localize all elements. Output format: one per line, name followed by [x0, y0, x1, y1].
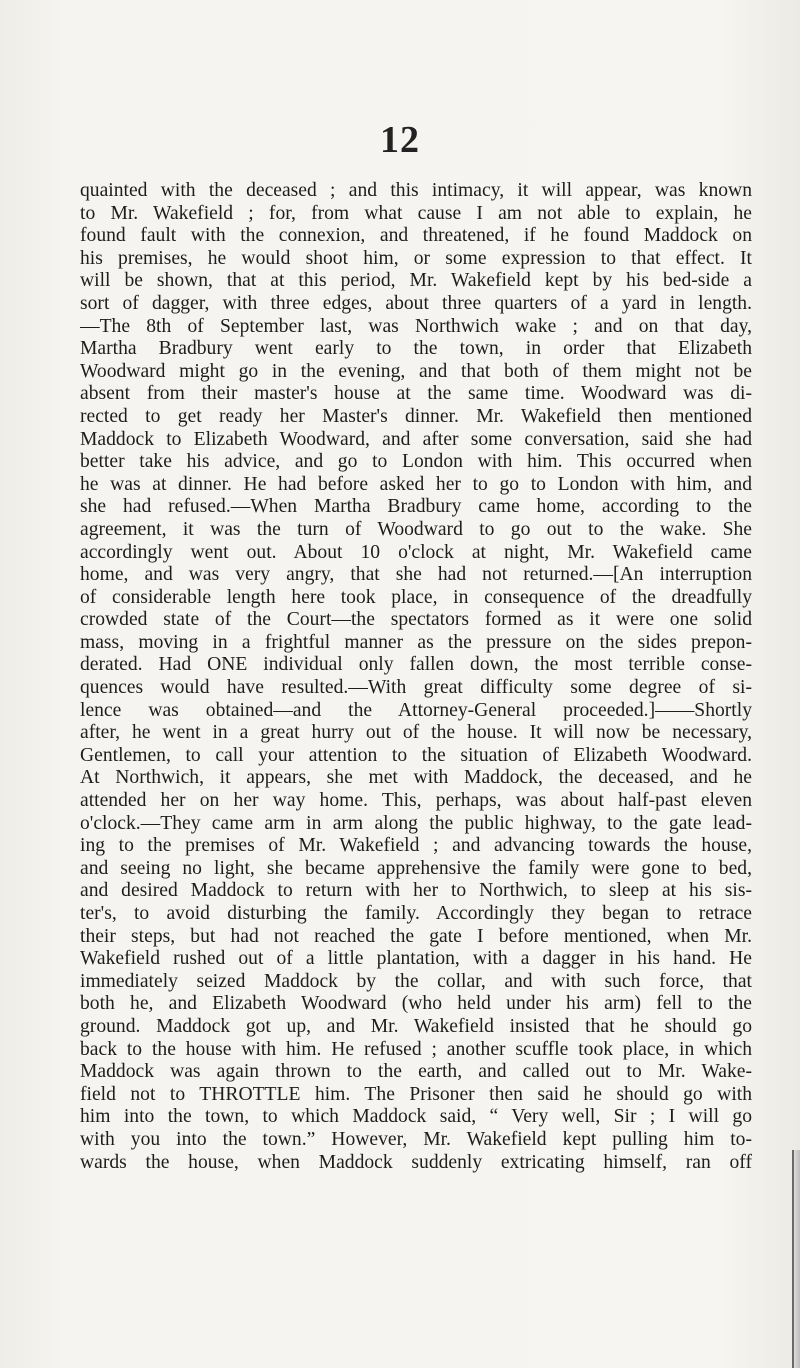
- text-line: ing to the premises of Mr. Wakefield ; and advancing towards the house,: [80, 835, 752, 857]
- text-line: found fault with the connexion, and threatened, if he found Maddock on: [80, 225, 752, 247]
- text-line: their steps, but had not reached the gate I before mentioned, when Mr.: [80, 925, 752, 947]
- text-line: Woodward might go in the evening, and that both of them might not be: [80, 360, 752, 382]
- text-line: immediately seized Maddock by the collar, and with such force, that: [80, 970, 752, 992]
- text-line: lence was obtained—and the Attorney-General proceeded.]——Shortly: [80, 699, 752, 721]
- page-number: 12: [380, 119, 420, 161]
- text-line: of considerable length here took place, in consequence of the dreadfully: [80, 586, 752, 608]
- text-line: his premises, he would shoot him, or some expression to that effect. It: [80, 247, 752, 269]
- text-line: and desired Maddock to return with her to Northwich, to sleep at his sis-: [80, 880, 752, 902]
- text-line: better take his advice, and go to London with him. This occurred when: [80, 451, 752, 473]
- text-line: Martha Bradbury went early to the town, in order that Elizabeth: [80, 338, 752, 360]
- text-line: At Northwich, it appears, she met with Maddock, the deceased, and he: [80, 767, 752, 789]
- text-line: absent from their master's house at the same time. Woodward was di-: [80, 383, 752, 405]
- text-line: crowded state of the Court—the spectators formed as it were one solid: [80, 609, 752, 631]
- text-line: field not to THROTTLE him. The Prisoner then said he should go with: [80, 1083, 752, 1105]
- text-line: sort of dagger, with three edges, about three quarters of a yard in length.: [80, 292, 752, 314]
- text-line: ter's, to avoid disturbing the family. Accordingly they began to retrace: [80, 903, 752, 924]
- text-line: —The 8th of September last, was Northwich wake ; and on that day,: [80, 315, 752, 337]
- text-line: ground. Maddock got up, and Mr. Wakefield insisted that he should go: [80, 1015, 752, 1037]
- text-line: and seeing no light, she became apprehensive the family were gone to bed,: [80, 857, 752, 879]
- text-line: Maddock to Elizabeth Woodward, and after some conversation, said she had: [80, 428, 752, 450]
- text-line: mass, moving in a frightful manner as the pressure on the sides prepon-: [80, 631, 752, 653]
- text-line: will be shown, that at this period, Mr. Wakefield kept by his bed-side a: [80, 270, 752, 292]
- text-line: derated. Had ONE individual only fallen down, the most terrible conse-: [80, 654, 752, 676]
- text-line: wards the house, when Maddock suddenly extricating himself, ran off: [80, 1151, 752, 1173]
- page-edge-shadow: [794, 1150, 800, 1368]
- text-line: both he, and Elizabeth Woodward (who held under his arm) fell to the: [80, 993, 752, 1015]
- text-line: rected to get ready her Master's dinner. Mr. Wakefield then mentioned: [80, 405, 752, 427]
- text-line: home, and was very angry, that she had not returned.—[An interruption: [80, 564, 752, 586]
- text-line: she had refused.—When Martha Bradbury came home, according to the: [80, 496, 752, 518]
- page-edge-rule: [792, 1150, 794, 1368]
- text-line: him into the town, to which Maddock said, “ Very well, Sir ; I will go: [80, 1106, 752, 1128]
- text-line: quainted with the deceased ; and this intimacy, it will appear, was known: [80, 180, 752, 201]
- text-line: o'clock.—They came arm in arm along the public highway, to the gate lead-: [80, 812, 752, 834]
- text-line: agreement, it was the turn of Woodward to go out to the wake. She: [80, 518, 752, 540]
- text-line: accordingly went out. About 10 o'clock at night, Mr. Wakefield came: [80, 541, 752, 563]
- text-line: Wakefield rushed out of a little plantation, with a dagger in his hand. He: [80, 948, 752, 970]
- text-line: attended her on her way home. This, perhaps, was about half-past eleven: [80, 790, 752, 812]
- text-line: to Mr. Wakefield ; for, from what cause I am not able to explain, he: [80, 202, 752, 224]
- text-line: Maddock was again thrown to the earth, and called out to Mr. Wake-: [80, 1061, 752, 1083]
- text-line: he was at dinner. He had before asked her to go to London with him, and: [80, 473, 752, 495]
- text-line: quences would have resulted.—With great difficulty some degree of si-: [80, 677, 752, 699]
- text-line: back to the house with him. He refused ; another scuffle took place, in which: [80, 1038, 752, 1060]
- text-line: Gentlemen, to call your attention to the situation of Elizabeth Woodward.: [80, 744, 752, 766]
- body-text: [80, 180, 752, 1174]
- text-line: with you into the town.” However, Mr. Wakefield kept pulling him to-: [80, 1128, 752, 1150]
- text-line: after, he went in a great hurry out of the house. It will now be necessary,: [80, 722, 752, 744]
